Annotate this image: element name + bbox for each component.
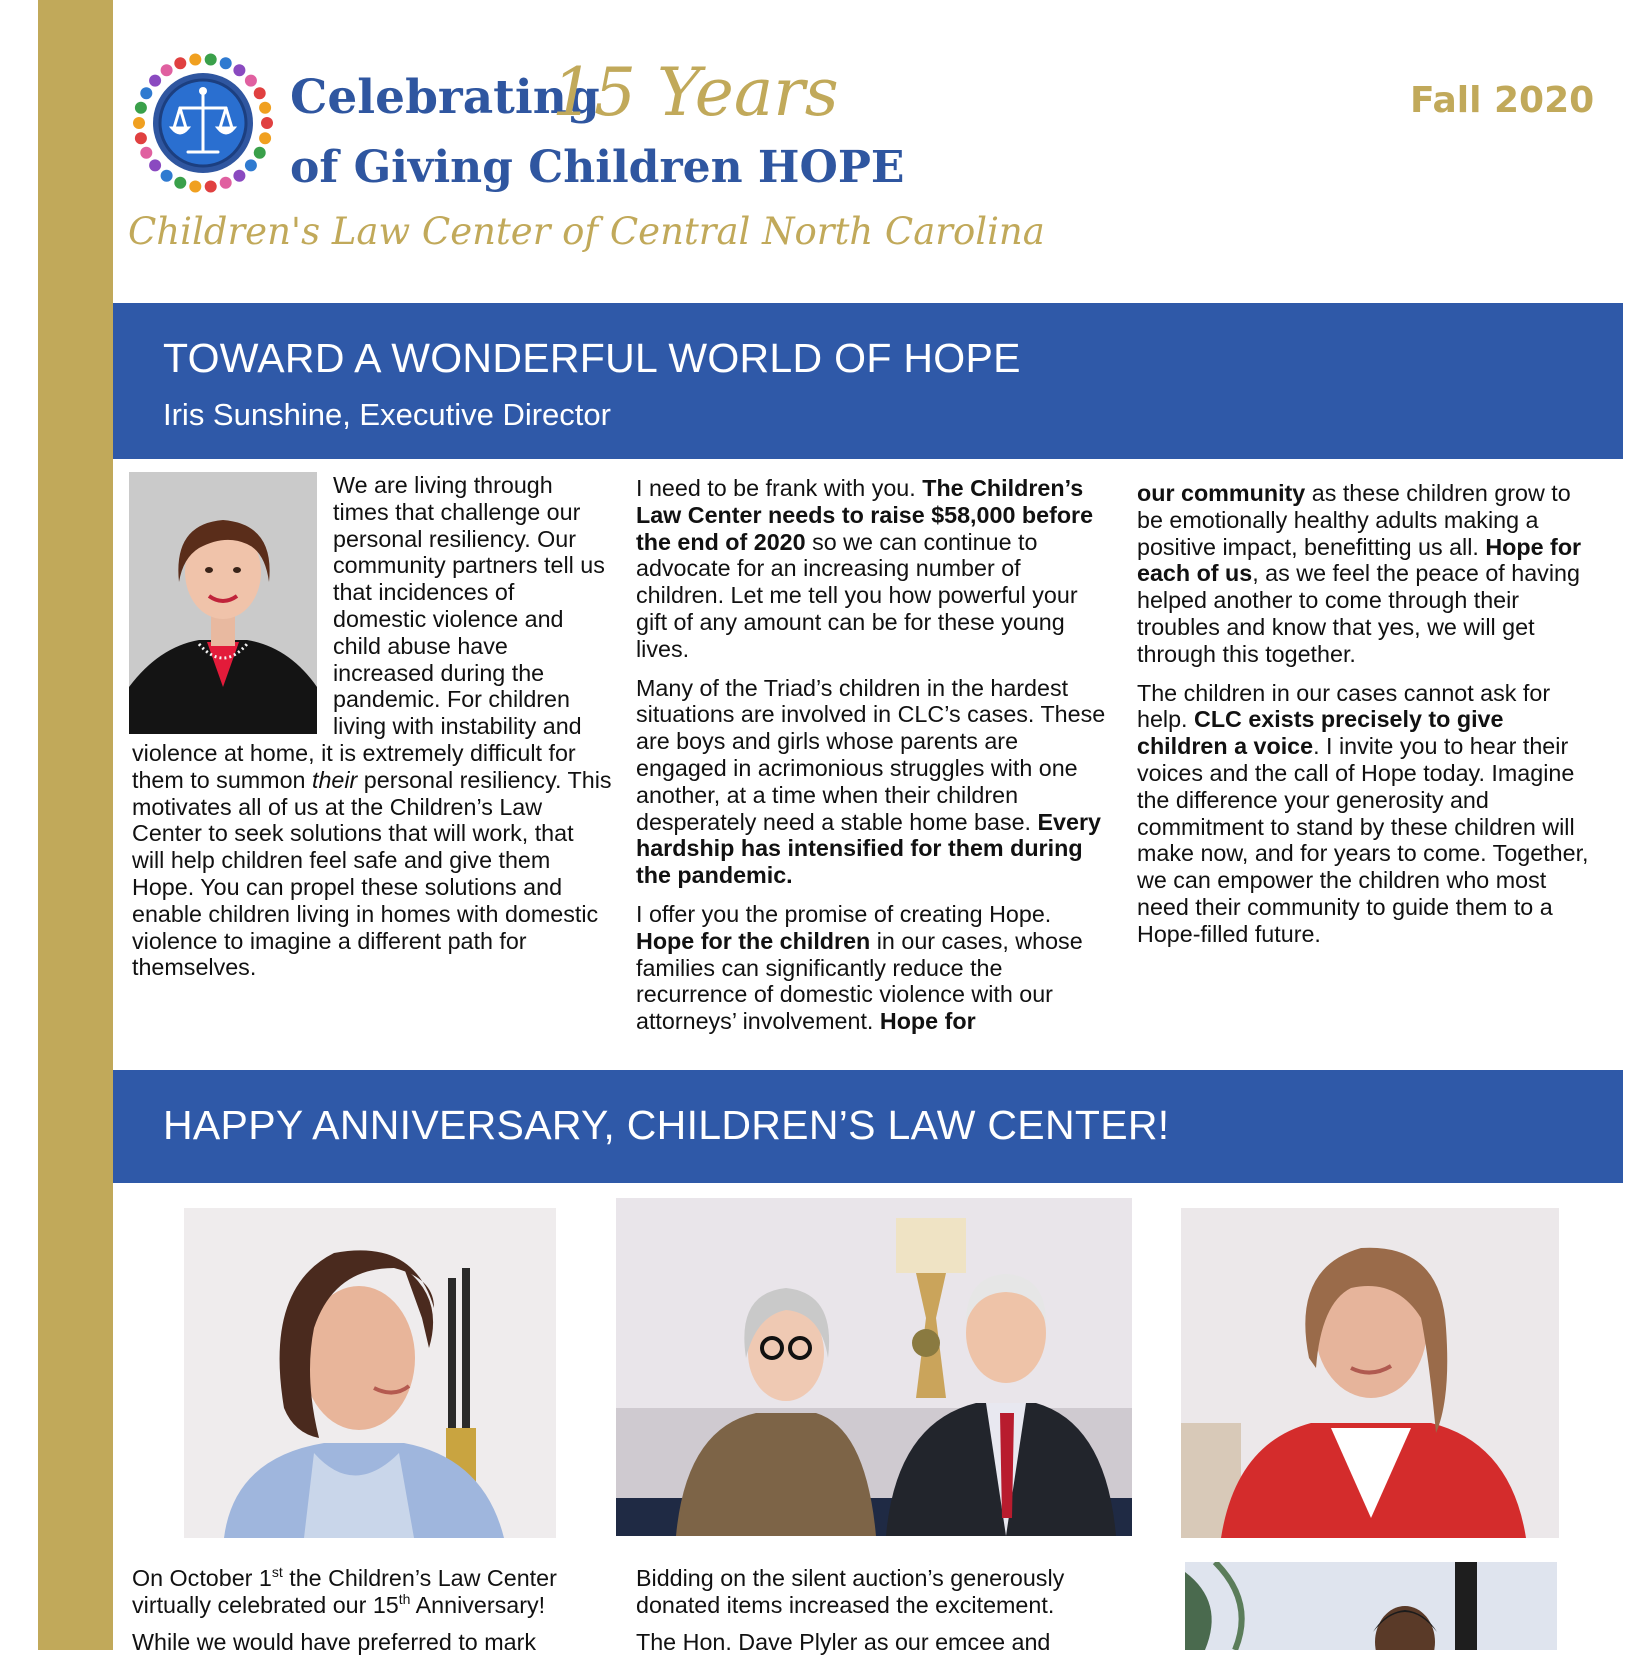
- child-figure-icon: [174, 57, 186, 69]
- article-paragraph: I offer you the promise of creating Hope. Hope for the children in our cases, whose families can significantly reduce the recurrence of domestic violence with our attorneys’ involvement. Hope for: [636, 900, 1083, 1035]
- article-paragraph: Bidding on the silent auction’s generously donated items increased the excitement.: [636, 1565, 1065, 1618]
- article-title: TOWARD A WONDERFUL WORLD OF HOPE: [163, 335, 1021, 381]
- event-photo-woman-blue-sweater: [184, 1208, 556, 1538]
- article-paragraph: The children in our cases cannot ask for help. CLC exists precisely to give children a voice. I invite you to hear their voices and the call of Hope today. Imagine the difference your generosity and commitment to stand by these children will make now, and for years to come. Together, we can empower the children who most need their community to guide them to a Hope-filled future.: [1137, 679, 1589, 947]
- issue-date: Fall 2020: [1410, 80, 1595, 121]
- event-photo-emcee-pair: [616, 1198, 1132, 1536]
- article-column-3: [1137, 480, 1597, 960]
- child-figure-icon: [245, 159, 257, 171]
- scales-of-justice-logo: [128, 48, 278, 198]
- article-paragraph: I need to be frank with you. The Children’s Law Center needs to raise $58,000 before the end of 2020 so we can continue to advocate for an increasing number of children. Let me tell you how powerful your gift of any amount can be for these young lives.: [636, 475, 1094, 662]
- article-banner-anniversary: [113, 1070, 1623, 1183]
- gold-sidebar-stripe: [38, 0, 113, 1650]
- organization-name: Children's Law Center of Central North Carolina: [128, 210, 1045, 253]
- anniversary-column-1: [132, 1565, 612, 1665]
- child-figure-icon: [233, 170, 245, 182]
- child-figure-icon: [140, 147, 152, 159]
- child-figure-icon: [205, 181, 217, 193]
- child-figure-icon: [189, 54, 201, 66]
- child-figure-icon: [205, 54, 217, 66]
- article-column-2: [636, 475, 1114, 1047]
- child-figure-icon: [135, 102, 147, 114]
- child-figure-icon: [220, 57, 232, 69]
- child-figure-icon: [259, 102, 271, 114]
- anniversary-column-2: [636, 1565, 1136, 1665]
- executive-director-portrait: [129, 472, 317, 734]
- article-paragraph: We are living through times that challenge our personal resiliency. Our community partners tell us that incidences of domestic violence and child abuse have increased during the pandemic. For children living with instability and violence at home, it is extremely difficult for them to summon their personal resiliency. This motivates all of us at the Children’s Law Center to seek solutions that will work, that will help children feel safe and give them Hope. You can propel these solutions and enable children living in homes with domestic violence to imagine a different path for themselves.: [132, 472, 612, 981]
- child-figure-icon: [245, 75, 257, 87]
- child-figure-icon: [254, 147, 266, 159]
- article-paragraph: The Hon. Dave Plyler as our emcee and: [636, 1628, 1051, 1655]
- header-celebrating: Celebrating: [290, 70, 600, 125]
- event-photo-woman-red-jacket: [1181, 1208, 1559, 1538]
- event-photo-child: [1185, 1562, 1557, 1650]
- child-figure-icon: [161, 64, 173, 76]
- article-paragraph: While we would have preferred to mark: [132, 1628, 536, 1655]
- header-tagline: of Giving Children HOPE: [290, 142, 905, 193]
- child-figure-icon: [261, 117, 273, 129]
- article-column-1: [132, 472, 612, 993]
- child-figure-icon: [149, 159, 161, 171]
- header-years: 15 Years: [552, 54, 839, 131]
- child-figure-icon: [135, 132, 147, 144]
- article-title: HAPPY ANNIVERSARY, CHILDREN’S LAW CENTER!: [163, 1102, 1170, 1148]
- child-figure-icon: [149, 75, 161, 87]
- child-figure-icon: [161, 170, 173, 182]
- child-figure-icon: [220, 177, 232, 189]
- child-figure-icon: [140, 87, 152, 99]
- child-figure-icon: [133, 117, 145, 129]
- article-byline: Iris Sunshine, Executive Director: [163, 397, 611, 432]
- article-paragraph: On October 1st the Children’s Law Center virtually celebrated our 15th Anniversary!: [132, 1564, 557, 1618]
- child-figure-icon: [259, 132, 271, 144]
- child-figure-icon: [233, 64, 245, 76]
- article-paragraph: our community as these children grow to be emotionally healthy adults making a positive impact, benefitting us all. Hope for each of us, as we feel the peace of having helped another to come through their troubles and know that yes, we will get through this together.: [1137, 480, 1582, 667]
- child-figure-icon: [174, 177, 186, 189]
- child-figure-icon: [189, 181, 201, 193]
- article-paragraph: Many of the Triad’s children in the hardest situations are involved in CLC’s cases. These are boys and girls whose parents are engaged in acrimonious struggles with one another, at a time when their children desperately need a stable home base. Every hardship has intensified for them during the pandemic.: [636, 674, 1106, 889]
- child-figure-icon: [254, 87, 266, 99]
- article-banner-hope: [113, 303, 1623, 459]
